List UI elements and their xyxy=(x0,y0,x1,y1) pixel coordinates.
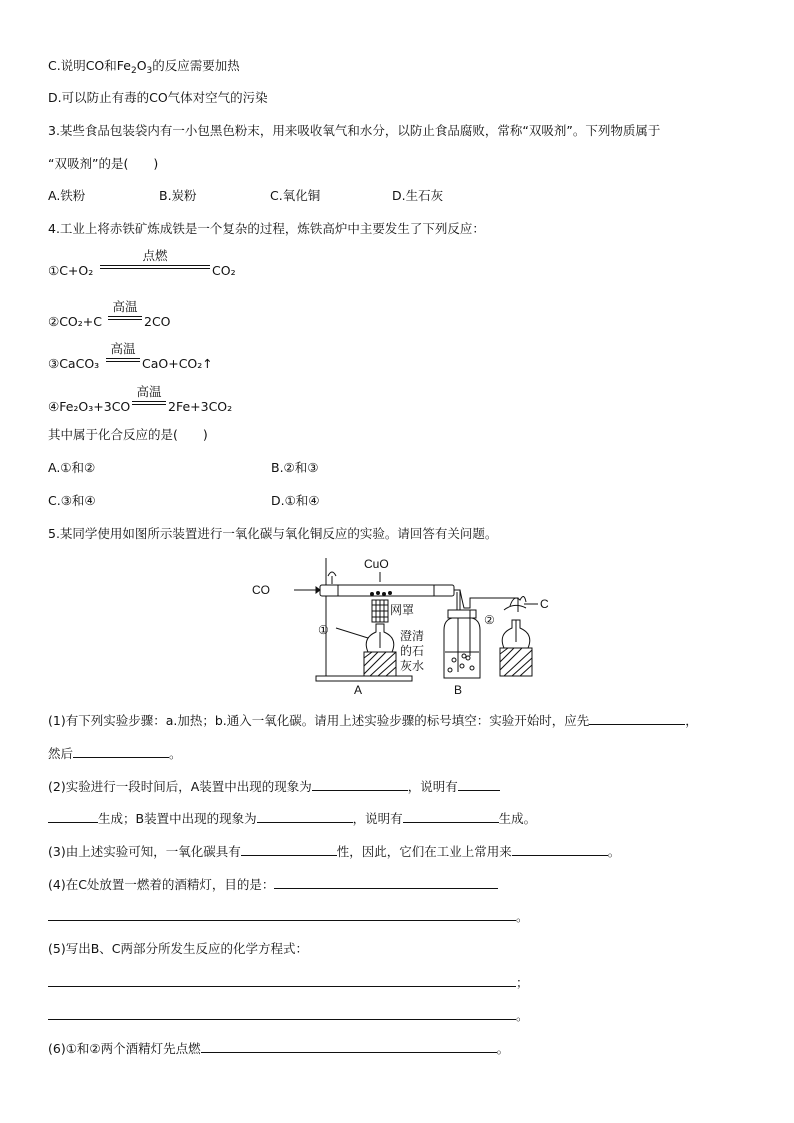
reaction-4-condition: 高温 xyxy=(136,384,162,399)
alcohol-lamp-2 xyxy=(500,596,538,676)
apparatus-diagram xyxy=(248,548,558,698)
q3-option-b[interactable]: B.炭粉 xyxy=(159,188,197,203)
answer-blank[interactable] xyxy=(48,906,516,921)
q5-part4-line2: 。 xyxy=(48,906,529,927)
answer-blank[interactable] xyxy=(458,776,500,791)
q5-part1-line2: 然后 。 xyxy=(48,743,182,764)
answer-blank[interactable] xyxy=(73,743,169,758)
q4-option-b[interactable]: B.②和③ xyxy=(271,460,319,475)
answer-blank[interactable] xyxy=(257,808,353,823)
answer-blank[interactable] xyxy=(201,1038,497,1053)
reaction-1 xyxy=(48,246,348,280)
q4-option-d[interactable]: D.①和④ xyxy=(271,493,320,508)
reaction-2 xyxy=(48,297,348,331)
label-limewater-1: 澄清 xyxy=(400,629,425,643)
answer-blank[interactable] xyxy=(48,808,98,823)
reaction-2-lhs: ②CO₂+C xyxy=(48,314,102,329)
q5-part5-answer2: 。 xyxy=(48,1005,529,1026)
q5-part3: (3)由上述实验可知，一氧化碳具有 性，因此，它们在工业上常用来 。 xyxy=(48,841,620,862)
q4-question: 其中属于化合反应的是( ) xyxy=(48,427,208,442)
q5-part5: (5)写出B、C两部分所发生反应的化学方程式： xyxy=(48,941,309,956)
label-limewater-3: 灰水 xyxy=(400,659,425,673)
q4-option-c[interactable]: C.③和④ xyxy=(48,493,96,508)
q5-part4-line1: (4)在C处放置一燃着的酒精灯，目的是： xyxy=(48,874,498,895)
reaction-3-equals xyxy=(106,358,140,362)
q3-option-a[interactable]: A.铁粉 xyxy=(48,188,86,203)
reaction-3-lhs: ③CaCO₃ xyxy=(48,356,100,371)
q2-option-c: C.说明CO和$Fe_2O_3$的反应需要加热 xyxy=(48,58,240,76)
q5-part6: (6)①和②两个酒精灯先点燃 。 xyxy=(48,1038,509,1059)
label-b: B xyxy=(454,683,463,697)
answer-blank[interactable] xyxy=(48,1005,516,1020)
label-cuo: CuO xyxy=(364,557,389,571)
label-co: CO xyxy=(252,583,270,597)
reaction-4-equals xyxy=(132,401,166,405)
answer-blank[interactable] xyxy=(403,808,499,823)
q2-option-d: D.可以防止有毒的CO气体对空气的污染 xyxy=(48,90,268,105)
reaction-1-rhs: CO₂ xyxy=(212,263,236,278)
q4-option-a[interactable]: A.①和② xyxy=(48,460,96,475)
reaction-1-equals xyxy=(100,265,210,269)
reaction-2-rhs: 2CO xyxy=(144,314,171,329)
reaction-2-condition: 高温 xyxy=(112,299,138,314)
q5-part5-answer1: ； xyxy=(48,972,529,993)
q3-stem-line2: “双吸剂”的是( ) xyxy=(48,156,159,171)
limewater-bottle xyxy=(444,610,480,678)
reaction-2-equals xyxy=(108,316,142,320)
q5-part1-line1: (1)有下列实验步骤：a.加热；b.通入一氧化碳。请用上述实验步骤的标号填空：实验开始时，应先 ， xyxy=(48,710,698,731)
answer-blank[interactable] xyxy=(312,776,408,791)
reaction-3-condition: 高温 xyxy=(110,341,136,356)
q3-stem-line1: 3.某些食品包装袋内有一小包黑色粉末，用来吸收氧气和水分，以防止食品腐败，常称“双吸剂”。下列物质属于 xyxy=(48,123,661,138)
q3-option-d[interactable]: D.生石灰 xyxy=(392,188,444,203)
alcohol-lamp-1 xyxy=(336,600,396,676)
label-c: C xyxy=(540,597,549,611)
q4-stem: 4.工业上将赤铁矿炼成铁是一个复杂的过程，炼铁高炉中主要发生了下列反应： xyxy=(48,221,485,236)
reaction-4-rhs: 2Fe+3CO₂ xyxy=(168,399,233,414)
answer-blank[interactable] xyxy=(241,841,337,856)
label-limewater-2: 的石 xyxy=(400,644,425,658)
label-lamp-1: ① xyxy=(318,623,329,637)
answer-blank[interactable] xyxy=(512,841,608,856)
q5-part2-line2: 生成；B装置中出现的现象为 ，说明有 生成。 xyxy=(48,808,536,829)
label-lamp-2: ② xyxy=(484,613,495,627)
reaction-3-rhs: CaO+CO₂↑ xyxy=(142,356,213,371)
q5-stem: 5.某同学使用如图所示装置进行一氧化碳与氧化铜反应的实验。请回答有关问题。 xyxy=(48,526,498,541)
reaction-3 xyxy=(48,339,348,373)
reaction-4 xyxy=(48,382,348,416)
reaction-4-lhs: ④Fe₂O₃+3CO xyxy=(48,399,131,414)
reaction-1-condition: 点燃 xyxy=(142,248,168,263)
label-a: A xyxy=(354,683,363,697)
q3-option-c[interactable]: C.氧化铜 xyxy=(270,188,321,203)
q5-part2-line1: (2)实验进行一段时间后，A装置中出现的现象为 ，说明有 xyxy=(48,776,500,797)
label-net-cover: 网罩 xyxy=(390,603,415,617)
reaction-tube xyxy=(294,572,454,596)
reaction-1-lhs: ①C+O₂ xyxy=(48,263,94,278)
answer-blank[interactable] xyxy=(48,972,516,987)
answer-blank[interactable] xyxy=(274,874,498,889)
answer-blank[interactable] xyxy=(589,710,685,725)
